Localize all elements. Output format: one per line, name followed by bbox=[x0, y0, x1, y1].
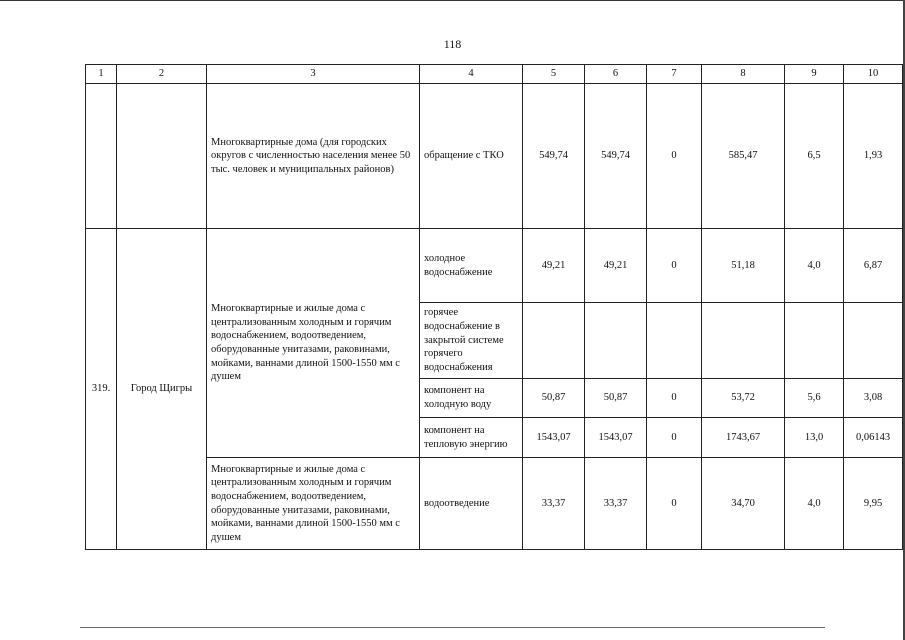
value-cell: 0 bbox=[647, 229, 702, 303]
header-cell: 4 bbox=[420, 65, 523, 84]
header-cell: 6 bbox=[585, 65, 647, 84]
header-cell: 5 bbox=[523, 65, 585, 84]
header-cell: 7 bbox=[647, 65, 702, 84]
value-cell bbox=[844, 303, 903, 379]
value-cell: 49,21 bbox=[523, 229, 585, 303]
value-cell: 33,37 bbox=[585, 458, 647, 550]
value-cell: 49,21 bbox=[585, 229, 647, 303]
header-cell: 3 bbox=[207, 65, 420, 84]
service-cell: водоотведение bbox=[420, 458, 523, 550]
housing-category-cell: Многоквартирные дома (для городских округов с численностью населения менее 50 тыс. человек и муниципальных районов) bbox=[207, 84, 420, 229]
row-number-cell bbox=[86, 84, 117, 229]
bottom-rule bbox=[80, 627, 825, 628]
value-cell: 50,87 bbox=[585, 379, 647, 418]
municipality-cell bbox=[117, 84, 207, 229]
page-number: 118 bbox=[443, 37, 462, 51]
value-cell bbox=[585, 303, 647, 379]
municipality-cell: Город Щигры bbox=[117, 229, 207, 550]
service-cell: компонент на тепловую энергию bbox=[420, 418, 523, 458]
header-cell: 1 bbox=[86, 65, 117, 84]
value-cell: 3,08 bbox=[844, 379, 903, 418]
value-cell: 4,0 bbox=[785, 229, 844, 303]
value-cell: 6,5 bbox=[785, 84, 844, 229]
housing-category-cell: Многоквартирные и жилые дома с централизованным холодным и горячим водоснабжением, водоотведением, оборудованные унитазами, раковинами, мойками, ваннами длиной 1500-1550 мм с душем bbox=[207, 458, 420, 550]
table-row bbox=[86, 229, 903, 303]
row-number-cell: 319. bbox=[86, 229, 117, 550]
header-row bbox=[86, 65, 903, 84]
value-cell: 51,18 bbox=[702, 229, 785, 303]
service-cell: обращение с ТКО bbox=[420, 84, 523, 229]
value-cell: 1543,07 bbox=[585, 418, 647, 458]
value-cell: 585,47 bbox=[702, 84, 785, 229]
value-cell: 13,0 bbox=[785, 418, 844, 458]
service-cell: холодное водоснабжение bbox=[420, 229, 523, 303]
header-cell: 10 bbox=[844, 65, 903, 84]
value-cell: 0 bbox=[647, 84, 702, 229]
header-cell: 2 bbox=[117, 65, 207, 84]
value-cell: 0 bbox=[647, 418, 702, 458]
value-cell: 549,74 bbox=[523, 84, 585, 229]
value-cell: 0 bbox=[647, 458, 702, 550]
service-cell: горячее водоснабжение в закрытой системе горячего водоснабжения bbox=[420, 303, 523, 379]
value-cell bbox=[702, 303, 785, 379]
header-cell: 9 bbox=[785, 65, 844, 84]
value-cell: 1,93 bbox=[844, 84, 903, 229]
table-row bbox=[86, 458, 903, 550]
value-cell: 34,70 bbox=[702, 458, 785, 550]
value-cell: 0,06143 bbox=[844, 418, 903, 458]
housing-category-cell: Многоквартирные и жилые дома с централизованным холодным и горячим водоснабжением, водоотведением, оборудованные унитазами, раковинами, мойками, ваннами длиной 1500-1550 мм с душем bbox=[207, 229, 420, 458]
service-cell: компонент на холодную воду bbox=[420, 379, 523, 418]
value-cell bbox=[647, 303, 702, 379]
value-cell: 1743,67 bbox=[702, 418, 785, 458]
tariff-table bbox=[85, 64, 903, 550]
value-cell: 53,72 bbox=[702, 379, 785, 418]
header-cell: 8 bbox=[702, 65, 785, 84]
table-row bbox=[86, 84, 903, 229]
value-cell: 5,6 bbox=[785, 379, 844, 418]
value-cell: 33,37 bbox=[523, 458, 585, 550]
value-cell: 4,0 bbox=[785, 458, 844, 550]
value-cell bbox=[785, 303, 844, 379]
value-cell: 0 bbox=[647, 379, 702, 418]
value-cell bbox=[523, 303, 585, 379]
scan-edge-top bbox=[0, 0, 905, 1]
value-cell: 6,87 bbox=[844, 229, 903, 303]
value-cell: 9,95 bbox=[844, 458, 903, 550]
value-cell: 1543,07 bbox=[523, 418, 585, 458]
value-cell: 50,87 bbox=[523, 379, 585, 418]
value-cell: 549,74 bbox=[585, 84, 647, 229]
